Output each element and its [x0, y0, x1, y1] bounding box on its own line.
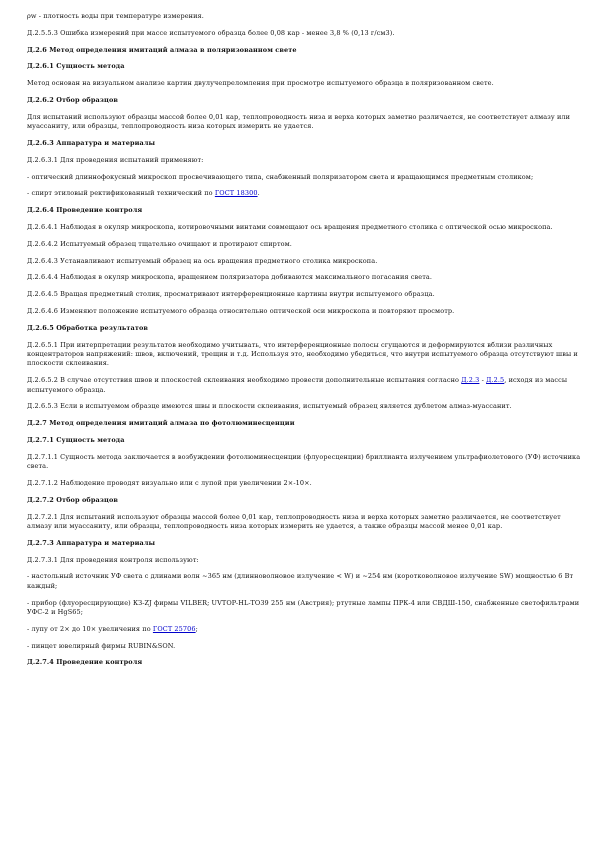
section-heading: Д.2.7 Метод определения имитаций алмаза по фотолюминесценции — [27, 419, 295, 428]
paragraph: Д.2.6.4.4 Наблюдая в окуляр микроскопа, вращением поляризатора добиваются максимального погасания света. — [27, 273, 433, 282]
list-item: - настольный источник УФ света с длинами волн ~365 нм (длинноволновое излучение < W) и ~254 нм (коротковолновое излучение SW) мощностью 6 Вт каждый; — [27, 572, 574, 590]
paragraph: Метод основан на визуальном анализе картин двулучепреломления при просмотре испытуемого образца в поляризованном свете. — [27, 79, 494, 88]
paragraph-text-end: , исходя из массы испытуемого образца. — [27, 376, 568, 394]
d-2-5-link[interactable]: Д.2.5 — [486, 376, 505, 385]
paragraph: Д.2.6.4.1 Наблюдая в окуляр микроскопа, котировочными винтами совмещают ось вращения предметного столика с оптической осью микроскопа. — [27, 222, 553, 231]
list-item-text: - лупу от 2× до 10× увеличения по — [27, 624, 153, 633]
section-heading: Д.2.7.4 Проведение контроля — [27, 658, 143, 667]
paragraph: Д.2.7.2.1 Для испытаний используют образцы массой более 0,01 кар, теплопроводность низа и верха которых заметно различается, не соответствует алмазу или муассаниту, или образцы, теплопроводность низа которых измерить не удается, а также образцы массой менее 0,01 кар. — [27, 512, 561, 530]
section-heading: Д.2.6.4 Проведение контроля — [27, 206, 143, 215]
section-heading: Д.2.7.1 Сущность метода — [27, 435, 125, 444]
paragraph: Для испытаний используют образцы массой более 0,01 кар, теплопроводность низа и верха которых заметно различается, не соответствует алмазу или муассаниту, или образцы, теплопроводность низа которых измерить не удается. — [27, 112, 571, 131]
section-heading: Д.2.6.3 Аппаратура и материалы — [27, 138, 156, 147]
paragraph: Д.2.6.3.1 Для проведения испытаний применяют: — [27, 155, 204, 164]
list-item-text-end: ; — [195, 624, 198, 633]
paragraph: Д.2.5.5.3 Ошибка измерений при массе испытуемого образца более 0,08 кар - менее 3,8 % (0,13 г/см3). — [27, 28, 395, 37]
paragraph: ρw - плотность воды при температуре измерения. — [27, 12, 204, 20]
list-item: - пинцет ювелирный фирмы RUBIN&SON. — [27, 641, 176, 650]
section-heading: Д.2.7.2 Отбор образцов — [27, 495, 118, 504]
list-item: - оптический длиннофокусный микроскоп просвечивающего типа, снабженный поляризатором света и вращающимся предметным столиком; — [27, 172, 534, 181]
section-heading: Д.2.6.5 Обработка результатов — [27, 323, 149, 332]
paragraph: Д.2.7.1.2 Наблюдение проводят визуально или с лупой при увеличении 2×-10×. — [27, 478, 312, 487]
paragraph: Д.2.6.4.6 Изменяют положение испытуемого образца относительно оптической оси микроскопа и повторяют просмотр. — [27, 306, 455, 315]
paragraph: Д.2.6.4.3 Устанавливают испытуемый образец на ось вращения предметного столика микроскопа. — [27, 256, 378, 265]
gost-18300-link[interactable]: ГОСТ 18300 — [214, 189, 258, 198]
paragraph: Д.2.6.4.2 Испытуемый образец тщательно очищают и протирают спиртом. — [27, 239, 292, 248]
list-item — [27, 625, 581, 634]
list-item: - прибор (флуоресцирующие) КЗ-ZJ фирмы VILBER; UVTOP-HL-TO39 255 нм (Австрия); ртутные лампы ПРК-4 или СВДШ-150, снабженные светофильтрами УФС-2 и HgS65; — [27, 598, 580, 616]
paragraph: Д.2.7.1.1 Сущность метода заключается в возбуждении фотолюминесценции (флуоресценции) бриллианта излучением ультрафиолетового (УФ) источника света. — [27, 452, 581, 471]
paragraph: Д.2.7.3.1 Для проведения контроля используют: — [27, 555, 199, 564]
gost-25706-link[interactable]: ГОСТ 25706 — [152, 624, 196, 633]
list-item — [27, 189, 581, 198]
paragraph-text: Д.2.6.5.2 В случае отсутствия швов и плоскостей склеивания необходимо провести дополнительные испытания согласно — [27, 376, 462, 385]
paragraph-text-middle: - — [479, 376, 487, 385]
section-heading: Д.2.7.3 Аппаратура и материалы — [27, 538, 156, 547]
paragraph: Д.2.6.5.1 При интерпретации результатов необходимо учитывать, что интерференционные полосы сгущаются и деформируются вблизи различных концентраторов напряжений: швов, включений, трещин и т.д. Используя это, необходимо убедиться, что внутри испытуемого образца отсутствуют швы и плоскости склеивания. — [27, 340, 578, 368]
list-item-text: - спирт этиловый ректификованный технический по — [27, 189, 215, 198]
paragraph — [27, 376, 581, 395]
d-2-3-link[interactable]: Д.2.3 — [461, 376, 480, 385]
section-heading: Д.2.6 Метод определения имитаций алмаза в поляризованном свете — [27, 45, 297, 54]
paragraph: Д.2.6.5.3 Если в испытуемом образце имеются швы и плоскости склеивания, испытуемый образец является дублетом алмаз-муассанит. — [27, 402, 512, 411]
section-heading: Д.2.6.2 Отбор образцов — [27, 95, 118, 104]
section-heading: Д.2.6.1 Сущность метода — [27, 62, 125, 71]
list-item-text-end: . — [257, 189, 260, 198]
paragraph: Д.2.6.4.5 Вращая предметный столик, просматривают интерференционные картины внутри испытуемого образца. — [27, 290, 435, 299]
